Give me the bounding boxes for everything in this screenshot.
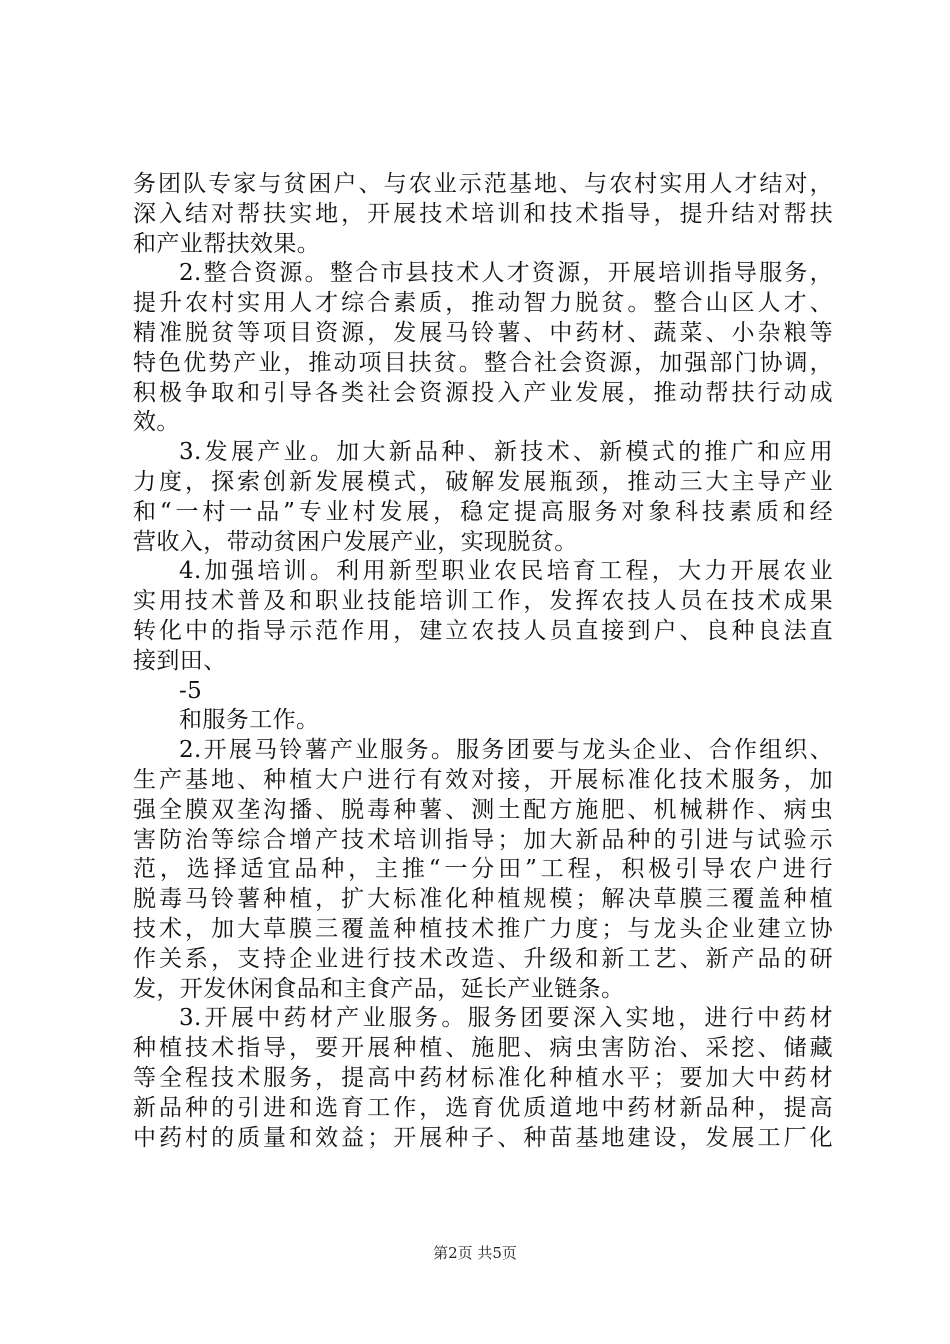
text-line: 精准脱贫等项目资源，发展马铃薯、中药材、蔬菜、小杂粮等 [133,319,833,346]
text-line: -5 [179,677,203,704]
text-line: 害防治等综合增产技术培训指导；加大新品种的引进与试验示 [133,826,833,853]
text-line: 实用技术普及和职业技能培训工作，发挥农技人员在技术成果 [133,588,833,615]
text-line: 务团队专家与贫困户、与农业示范基地、与农村实用人才结对， [133,171,833,197]
text-line: 范，选择适宜品种，主推“一分田”工程，积极引导农户进行 [133,856,833,883]
text-line: 中药村的质量和效益；开展种子、种苗基地建设，发展工厂化 [133,1124,833,1151]
text-line: 力度，探索创新发展模式，破解发展瓶颈，推动三大主导产业 [133,468,833,495]
text-line: 特色优势产业，推动项目扶贫。整合社会资源，加强部门协调， [133,349,833,376]
text-line: 4.加强培训。利用新型职业农民培育工程，大力开展农业 [179,558,833,585]
text-line: 转化中的指导示范作用，建立农技人员直接到户、良种良法直 [133,617,833,644]
page-footer: 第2页 共5页 [433,1244,517,1262]
text-line: 2.开展马铃薯产业服务。服务团要与龙头企业、合作组织、 [179,737,833,764]
text-line: 生产基地、种植大户进行有效对接，开展标准化技术服务，加 [133,766,833,793]
text-line: 技术，加大草膜三覆盖种植技术推广力度；与龙头企业建立协 [133,915,833,942]
text-line: 强全膜双垄沟播、脱毒种薯、测土配方施肥、机械耕作、病虫 [133,796,833,823]
text-line: 3.开展中药材产业服务。服务团要深入实地，进行中药材 [179,1005,833,1032]
text-line: 和服务工作。 [179,707,320,734]
text-line: 发，开发休闲食品和主食产品，延长产业链条。 [133,975,625,1002]
text-line: 积极争取和引导各类社会资源投入产业发展，推动帮扶行动成 [133,379,833,406]
text-line: 作关系，支持企业进行技术改造、升级和新工艺、新产品的研 [133,945,833,972]
text-line: 种植技术指导，要开展种植、施肥、病虫害防治、采挖、储藏 [133,1035,833,1062]
text-line: 等全程技术服务，提高中药材标准化种植水平；要加大中药材 [133,1064,833,1091]
text-line: 深入结对帮扶实地，开展技术培训和技术指导，提升结对帮扶 [133,200,833,227]
text-line: 效。 [133,409,180,436]
text-line: 3.发展产业。加大新品种、新技术、新模式的推广和应用 [179,439,833,466]
document-body [133,170,833,1153]
text-line: 2.整合资源。整合市县技术人才资源，开展培训指导服务， [179,260,833,287]
text-line: 和产业帮扶效果。 [133,230,321,257]
text-line: 新品种的引进和选育工作，选育优质道地中药材新品种，提高 [133,1094,833,1121]
text-line: 脱毒马铃薯种植，扩大标准化种植规模；解决草膜三覆盖种植 [133,886,833,913]
text-line: 提升农村实用人才综合素质，推动智力脱贫。整合山区人才、 [133,290,833,317]
text-line: 和“一村一品”专业村发展，稳定提高服务对象科技素质和经 [133,498,833,525]
text-line: 接到田、 [133,647,227,674]
text-line: 营收入，带动贫困户发展产业，实现脱贫。 [133,528,578,555]
